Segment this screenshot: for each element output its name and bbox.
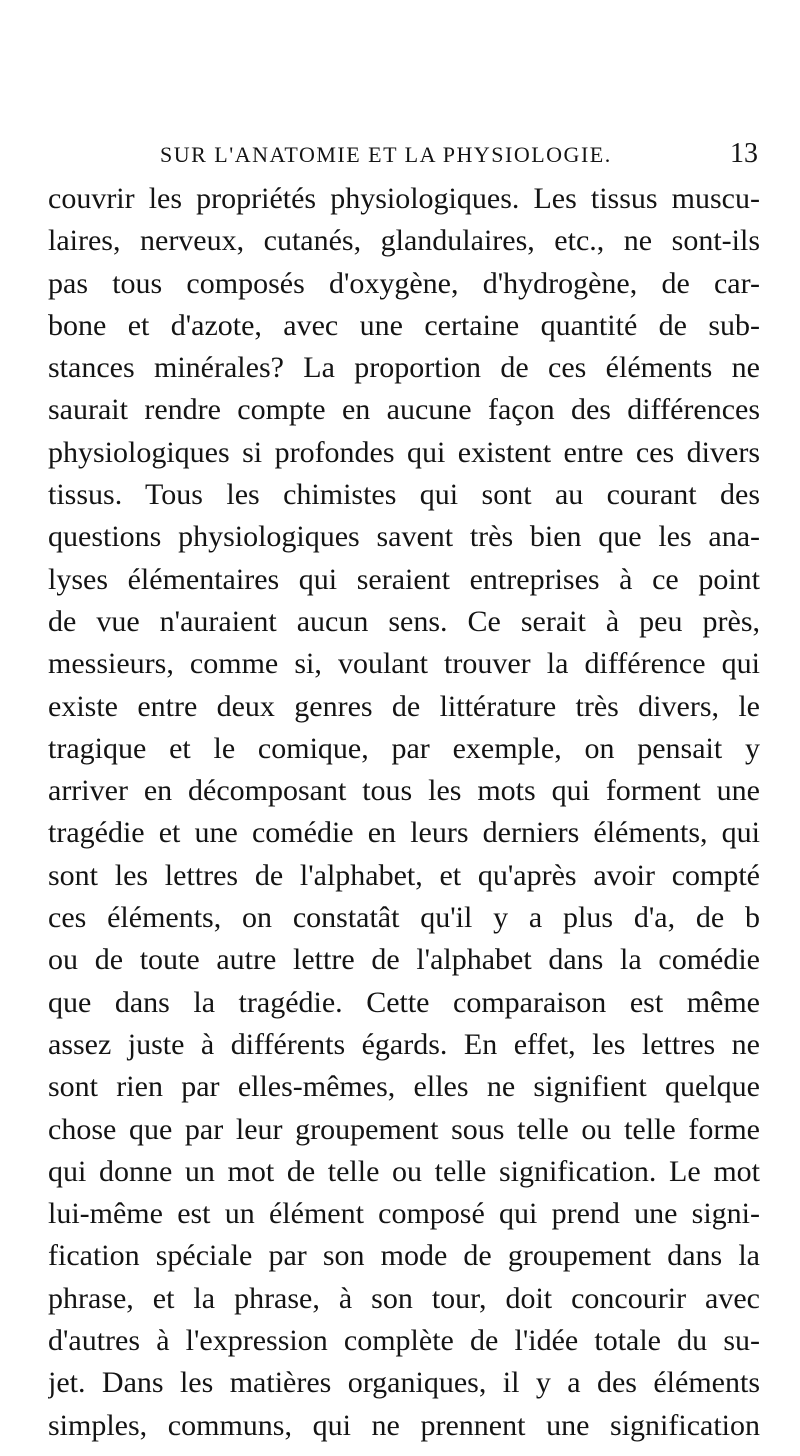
text-line: phrase, et la phrase, à son tour, doit concourir avec — [48, 1281, 760, 1315]
text-line: laires, nerveux, cutanés, glandulaires, etc., ne sont-ils — [48, 224, 760, 258]
text-line: tragique et le comique, par exemple, on pensait y — [48, 731, 760, 765]
text-line: messieurs, comme si, voulant trouver la différence qui — [48, 647, 760, 681]
text-line: fication spéciale par son mode de groupement dans la — [48, 1239, 760, 1273]
text-line: lyses élémentaires qui seraient entreprises à ce point — [48, 562, 760, 596]
text-line: couvrir les propriétés physiologiques. Les tissus muscu- — [48, 182, 760, 215]
text-line: pas tous composés d'oxygène, d'hydrogène, de car- — [48, 266, 760, 300]
text-line: physiologiques si profondes qui existent entre ces divers — [48, 435, 760, 469]
text-line: questions physiologiques savent très bien que les ana- — [48, 520, 760, 554]
text-line: que dans la tragédie. Cette comparaison est même — [48, 985, 760, 1019]
running-title: SUR L'ANATOMIE ET LA PHYSIOLOGIE. — [160, 142, 612, 167]
text-line: sont les lettres de l'alphabet, et qu'après avoir compté — [48, 858, 760, 892]
text-line: stances minérales? La proportion de ces éléments ne — [48, 351, 760, 385]
text-line: ces éléments, on constatât qu'il y a plus d'a, de b — [48, 901, 760, 935]
text-line: d'autres à l'expression complète de l'idée totale du su- — [48, 1324, 760, 1358]
running-head — [150, 138, 760, 172]
text-line: arriver en décomposant tous les mots qui forment une — [48, 774, 760, 808]
page-number: 13 — [730, 138, 758, 169]
text-line: de vue n'auraient aucun sens. Ce serait à peu près, — [48, 604, 760, 638]
text-line: simples, communs, qui ne prennent une signification — [48, 1408, 760, 1442]
text-line: lui-même est un élément composé qui prend une signi- — [48, 1197, 760, 1231]
text-line: ou de toute autre lettre de l'alphabet dans la comédie — [48, 943, 760, 977]
text-line: tragédie et une comédie en leurs derniers éléments, qui — [48, 816, 760, 850]
text-line: existe entre deux genres de littérature très divers, le — [48, 689, 760, 723]
text-line: chose que par leur groupement sous telle ou telle forme — [48, 1112, 760, 1146]
text-line: jet. Dans les matières organiques, il y a des éléments — [48, 1366, 760, 1400]
text-line: sont rien par elles-mêmes, elles ne signifient quelque — [48, 1070, 760, 1104]
text-line: qui donne un mot de telle ou telle signification. Le mot — [48, 1154, 760, 1188]
text-line: assez juste à différents égards. En effet, les lettres ne — [48, 1027, 760, 1061]
text-line: bone et d'azote, avec une certaine quantité de sub- — [48, 308, 760, 342]
text-line: tissus. Tous les chimistes qui sont au courant des — [48, 478, 760, 512]
text-line: saurait rendre compte en aucune façon des différences — [48, 393, 760, 427]
body-text — [48, 178, 760, 1447]
